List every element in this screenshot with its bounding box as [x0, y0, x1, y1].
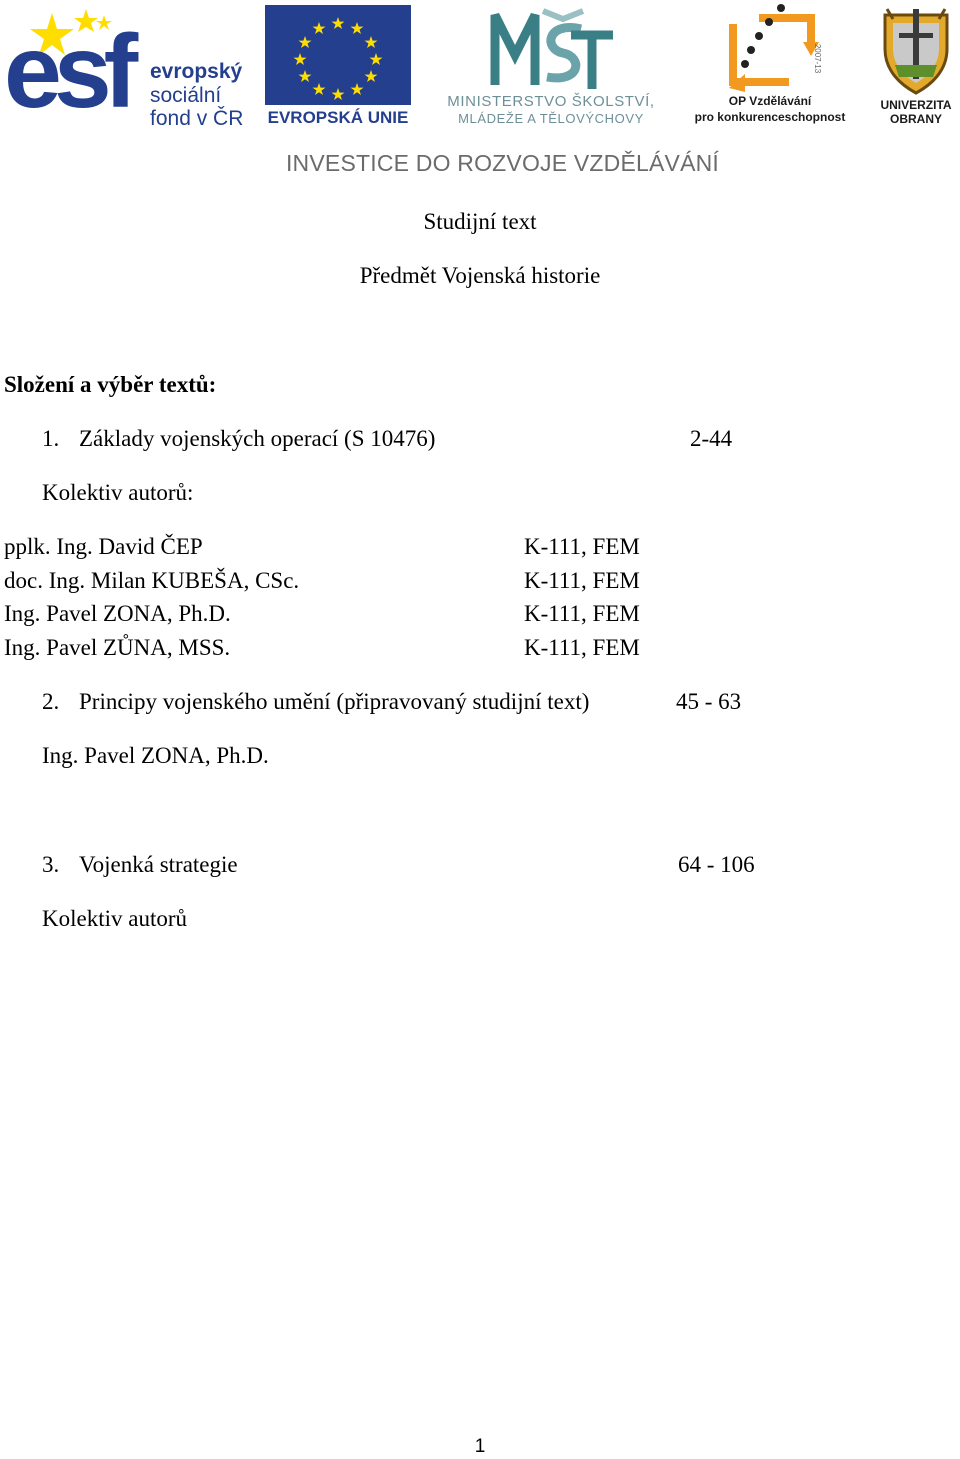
author-name: Ing. Pavel ZONA, Ph.D. [4, 601, 231, 626]
esf-line-3: fond v ČR [150, 107, 244, 130]
item-1-number: 1. [42, 426, 60, 451]
item-2-title: Principy vojenského umění (připravovaný studijní text) [79, 689, 590, 714]
author-dept: K-111, FEM [524, 635, 640, 660]
author-name: pplk. Ing. David ČEP [4, 534, 203, 559]
msmt-line-1: MINISTERSTVO ŠKOLSTVÍ, [447, 93, 655, 110]
author-dept: K-111, FEM [524, 534, 640, 559]
op-line-2: pro konkurenceschopnost [694, 110, 846, 124]
eu-logo [265, 5, 411, 130]
item-2-number: 2. [42, 689, 60, 714]
author-dept: K-111, FEM [524, 568, 640, 593]
uo-line-1: UNIVERZITA [880, 98, 952, 112]
univerzita-obrany-logo [875, 5, 957, 130]
op-arrows-icon [723, 2, 823, 92]
esf-line-2: sociální [150, 84, 222, 107]
op-logo [688, 2, 852, 127]
op-years: 2007-13 [813, 43, 823, 74]
author-dept: K-111, FEM [524, 601, 640, 626]
slogan: INVESTICE DO ROZVOJE VZDĚLÁVÁNÍ [285, 150, 720, 176]
author-name: doc. Ing. Milan KUBEŠA, CSc. [4, 568, 300, 593]
item-2-pages: 45 - 63 [676, 689, 742, 714]
msmt-line-2: MLÁDEŽE A TĚLOVÝCHOVY [458, 111, 644, 126]
msmt-emblem-icon [487, 5, 617, 91]
item-3-title: Vojenká strategie [79, 852, 238, 877]
esf-letters: esf [4, 14, 131, 130]
op-line-1: OP Vzdělávání [728, 94, 812, 108]
uo-line-2: OBRANY [889, 112, 942, 126]
item-3-pages: 64 - 106 [678, 852, 755, 877]
item-1-title: Základy vojenských operací (S 10476) [79, 426, 436, 451]
msmt-logo [427, 5, 675, 130]
item-1-authors-label: Kolektiv autorů: [42, 480, 194, 505]
composition-heading: Složení a výběr textů: [4, 372, 217, 397]
esf-logo [2, 5, 254, 130]
item-1-pages: 2-44 [690, 426, 733, 451]
item-3-authors-label: Kolektiv autorů [42, 906, 187, 931]
page-number: 1 [474, 1436, 486, 1457]
eu-flag-icon [265, 5, 411, 105]
eu-logo-text: EVROPSKÁ UNIE [267, 108, 409, 127]
item-3-number: 3. [42, 852, 60, 877]
doc-subject: Předmět Vojenská historie [359, 263, 601, 288]
item-2-author: Ing. Pavel ZONA, Ph.D. [42, 743, 269, 768]
author-name: Ing. Pavel ZŮNA, MSS. [4, 635, 231, 660]
esf-line-1: evropský [150, 60, 243, 83]
doc-type: Studijní text [423, 209, 537, 234]
crest-icon [879, 5, 953, 95]
